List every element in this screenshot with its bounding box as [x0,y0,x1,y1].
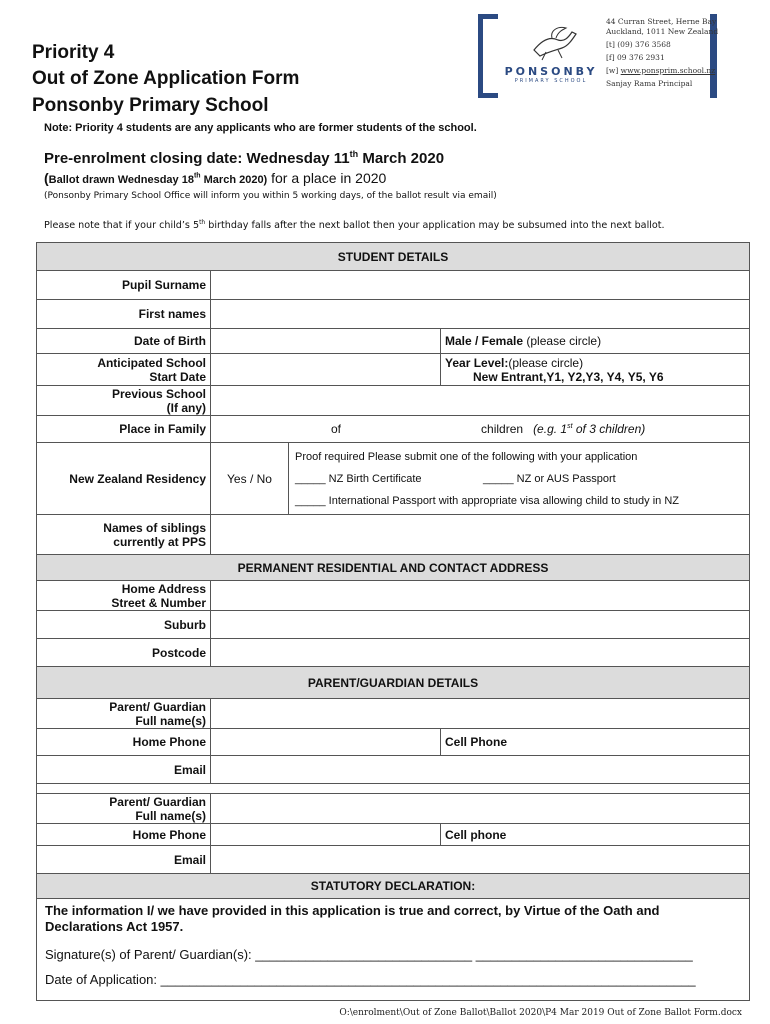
closing-date-suffix: March 2020 [358,150,445,167]
logo-school-subtitle: PRIMARY SCHOOL [514,78,588,84]
place-example-tail: of 3 children) [572,422,646,436]
gender-options: Male / Female [445,334,524,348]
proof-passport[interactable]: _____ NZ or AUS Passport [483,472,616,485]
label-previous-school [37,386,211,416]
logo-web [606,66,715,75]
residency-proof-heading: Proof required Please submit one of the following with your application [295,450,638,463]
footer-file-path: O:\enrolment\Out of Zone Ballot\Ballot 2020\P4 Mar 2019 Out of Zone Ballot Form.docx [339,1008,742,1018]
label-home-address-line2: Street & Number [111,595,206,610]
label-start-date-line2: Start Date [149,369,206,384]
gender-note: (please circle) [523,334,602,348]
section-address: PERMANENT RESIDENTIAL AND CONTACT ADDRESS [37,555,750,581]
office-note: (Ponsonby Primary School Office will inform you within 5 working days, of the ballot result via email) [44,191,497,201]
logo-web-label: [w] [606,66,619,75]
label-previous-school-line1: Previous School [111,386,206,401]
label-parent-name-1 [37,699,211,729]
signature-line[interactable]: Signature(s) of Parent/ Guardian(s): ______________________________ ______________________________ [45,947,693,962]
email-1-field[interactable] [211,756,750,784]
birthday-suffix: birthday falls after the next ballot then your application may be subsumed into the next ballot. [205,220,665,232]
ballot-prefix: Ballot drawn Wednesday 18 [48,174,194,186]
label-pupil-surname: Pupil Surname [37,271,211,300]
title-form-name: Out of Zone Application Form [32,68,300,89]
logo-school-name: PONSONBY [504,65,598,78]
closing-date [44,149,444,167]
label-email-1: Email [37,756,211,784]
email-2-field[interactable] [211,846,750,874]
label-email-2: Email [37,846,211,874]
previous-school-field[interactable] [211,386,750,416]
logo-principal: Sanjay Rama Principal [606,79,693,88]
place-example-sup: st [567,423,573,430]
siblings-field[interactable] [211,515,750,555]
section-student-details: STUDENT DETAILS [37,243,750,271]
residency-proof-row [295,468,745,490]
pegasus-logo-icon [528,22,584,62]
parent-name-1-field[interactable] [211,699,750,729]
title-school: Ponsonby Primary School [32,95,269,116]
parent-name-2-field[interactable] [211,794,750,824]
suburb-field[interactable] [211,611,750,639]
year-level-field[interactable] [441,354,750,386]
date-of-application-line[interactable]: Date of Application: __________________________________________________________________________ [45,972,696,987]
label-siblings [37,515,211,555]
closing-date-sup: th [349,149,359,159]
label-nz-residency: New Zealand Residency [37,443,211,515]
year-level-options: New Entrant,Y1, Y2,Y3, Y4, Y5, Y6 [473,369,664,384]
logo-fax: [f] 09 376 2931 [606,53,665,62]
title-priority: Priority 4 [32,42,115,63]
gender-field[interactable] [441,329,750,354]
label-home-phone-1: Home Phone [37,729,211,756]
ballot-sup: th [193,172,201,180]
ballot-suffix: March 2020) [200,174,268,186]
cell-phone-2-field[interactable]: Cell phone [441,824,750,846]
home-phone-1-field[interactable] [211,729,441,756]
label-parent-name-2 [37,794,211,824]
ballot-tail: for a place in 2020 [267,170,387,186]
logo-phone: [t] (09) 376 3568 [606,40,671,49]
label-start-date [37,354,211,386]
start-date-field[interactable] [211,354,441,386]
date-of-birth-field[interactable] [211,329,441,354]
label-home-phone-2: Home Phone [37,824,211,846]
proof-international-passport[interactable]: _____ International Passport with appropriate visa allowing child to study in NZ [295,494,679,507]
section-parent-details: PARENT/GUARDIAN DETAILS [37,667,750,699]
year-level-note: (please circle) [508,355,584,370]
label-parent-name-2-line1: Parent/ Guardian [109,794,206,809]
priority-note: Note: Priority 4 students are any applicants who are former students of the school. [44,122,477,134]
label-parent-name-1-line1: Parent/ Guardian [109,699,206,714]
student-details-table [36,242,750,1001]
residency-yes-no[interactable]: Yes / No [211,443,289,515]
residency-proof [289,443,750,515]
label-previous-school-line2: (If any) [166,400,206,415]
spacer-row [37,784,750,794]
place-children-text: children [481,422,524,436]
place-example [533,422,645,436]
label-start-date-line1: Anticipated School [97,355,206,370]
ballot-date: (Ballot drawn Wednesday 18th March 2020) for a place in 2020 [44,170,387,186]
label-parent-name-1-line2: Full name(s) [135,713,206,728]
postcode-field[interactable] [211,639,750,667]
logo-address-1: 44 Curran Street, Herne Bay [606,17,717,26]
declaration-body [37,899,750,1001]
label-home-address-line1: Home Address [121,581,206,596]
birthday-prefix: Please note that if your child’s 5 [44,220,200,232]
logo-address-2: Auckland, 1011 New Zealand [606,27,719,36]
section-declaration: STATUTORY DECLARATION: [37,874,750,899]
label-place-in-family: Place in Family [37,416,211,443]
label-postcode: Postcode [37,639,211,667]
home-phone-2-field[interactable] [211,824,441,846]
cell-phone-1-field[interactable]: Cell Phone [441,729,750,756]
place-example-prefix: (e.g. 1 [533,422,568,436]
label-home-address [37,581,211,611]
place-of-text: of [331,422,342,436]
logo-web-link[interactable]: www.ponsprim.school.nz [620,66,716,75]
declaration-statement: The information I/ we have provided in this application is true and correct, by Virtue of the Oath and Declarations Act 1957. [45,903,660,934]
label-siblings-line1: Names of siblings [103,520,206,535]
year-level-label: Year Level: [445,355,509,370]
label-first-names: First names [37,300,211,329]
closing-date-prefix: Pre-enrolment closing date: Wednesday 11 [44,150,350,167]
birthday-note [44,219,665,231]
logo-bracket-left [478,14,498,98]
first-names-field[interactable] [211,300,750,329]
pupil-surname-field[interactable] [211,271,750,300]
label-suburb: Suburb [37,611,211,639]
label-parent-name-2-line2: Full name(s) [135,808,206,823]
home-address-field[interactable] [211,581,750,611]
birthday-sup: th [199,219,206,226]
label-date-of-birth: Date of Birth [37,329,211,354]
proof-nz-birth-certificate[interactable]: _____ NZ Birth Certificate [295,472,422,485]
place-in-family-field[interactable] [211,416,750,443]
label-siblings-line2: currently at PPS [113,534,206,549]
